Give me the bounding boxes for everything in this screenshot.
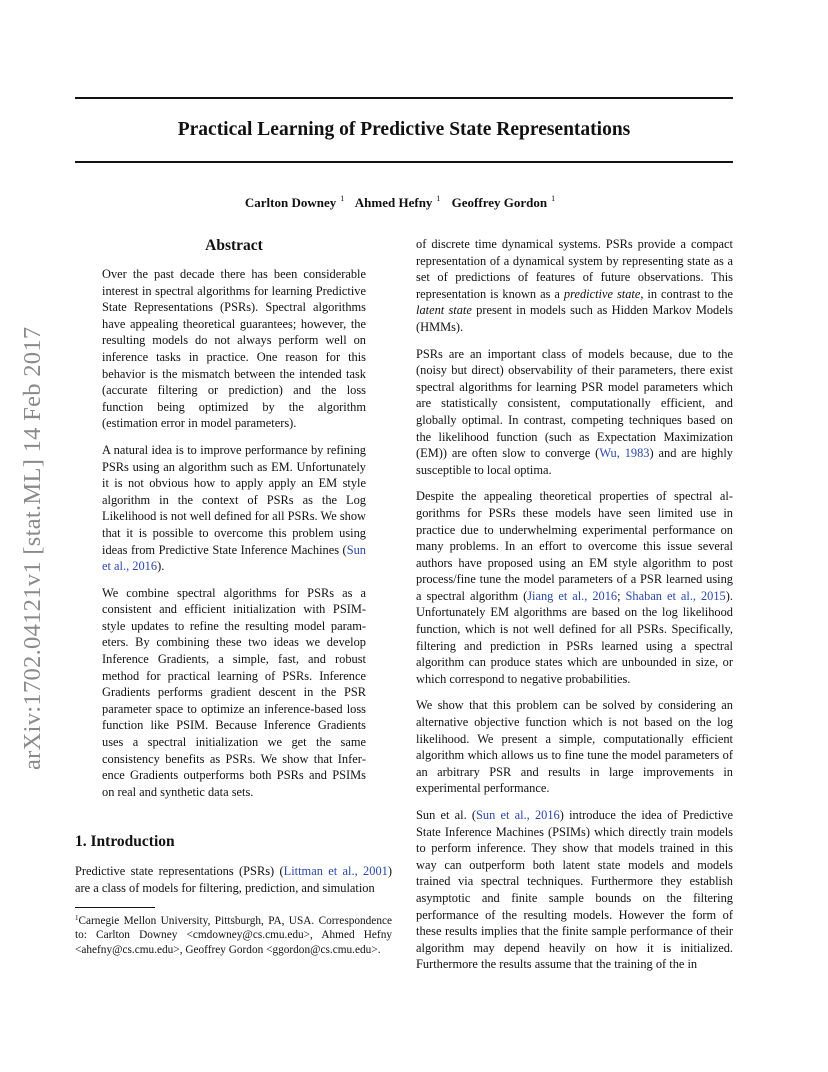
- body-paragraph: [416, 346, 733, 479]
- text-run: PSRs are an important class of models because, due to the (noisy but direct) observability of their parameters, there exist spectral algorithms for learning PSR model parameters which are statistically consistent, computationally efficient, and globally optimal. In contrast, competing techniques based on the likelihood function (such as Expectation Maximization (EM)) are often slow to converge (: [416, 346, 733, 461]
- citation-link[interactable]: Shaban et al., 2015: [625, 588, 726, 603]
- text-run: present in models such as Hidden Markov Models (HMMs).: [416, 303, 733, 334]
- body-paragraph: [416, 807, 733, 973]
- title-rule-top: [75, 97, 733, 99]
- text-run: ) and are highly susceptible to local optima.: [416, 446, 733, 477]
- author-name: Ahmed Hefny: [354, 195, 433, 210]
- section-spacer: [75, 810, 392, 832]
- abstract-paragraph: We combine spectral algorithms for PSRs as a consistent and efficient initialization with PSIM-style updates to refine the resulting model parameters. By combining these two ideas we develop Inference Gradients, a simple, fast, and robust method for practical learning of PSRs. Inference Gradients performs gradient descent in the PSR parameter space to optimize an inference-based loss function like PSIM. Because Inference Gradients uses a spectral initialization we get the same consistency benefits as PSRs. We show that Inference Gradients outperforms both PSRs and PSIMs on real and synthetic data sets.: [102, 585, 366, 799]
- body-paragraph: [416, 488, 733, 687]
- intro-paragraph: [75, 863, 392, 896]
- footnote-text: Carnegie Mellon University, Pittsburgh, PA, USA. Correspondence to: Carlton Downey <cmdowney@cs.cmu.edu>, Ahmed Hefny <ahefny@cs.cmu.edu>, Geoffrey Gordon <ggordon@cs.cmu.edu>.: [75, 914, 392, 956]
- body-paragraph: [416, 236, 733, 336]
- body-paragraph: We show that this problem can be solved by considering an alternative objective function which is not based on the log likelihood. We present a simple, computationally efficient algorithm which allows us to fine tune the model parameters of an arbitrary PSR and results in large improvements in experimental performance.: [416, 698, 733, 796]
- arxiv-identifier: arXiv:1702.04121v1 [stat.ML] 14 Feb 2017: [19, 326, 46, 770]
- section-heading: 1. Introduction: [75, 833, 175, 851]
- left-column: [75, 236, 392, 957]
- footnote-rule: [75, 907, 155, 908]
- abstract-paragraph: [102, 442, 366, 575]
- citation-link[interactable]: Wu, 1983: [599, 446, 650, 461]
- text-run: ;: [617, 588, 626, 603]
- right-column: [416, 236, 733, 983]
- citation-link[interactable]: Littman et al., 2001: [283, 864, 388, 879]
- abstract: [102, 236, 366, 800]
- author-list: [75, 190, 733, 212]
- affiliation-mark: 1: [436, 194, 441, 203]
- citation-link[interactable]: Sun et al., 2016: [476, 808, 560, 822]
- text-run: Sun et al. (: [416, 808, 476, 822]
- emphasis: latent state: [416, 303, 472, 318]
- text-run: ) are a class of models for filtering, prediction, and simulation: [75, 864, 392, 895]
- abstract-paragraph: Over the past decade there has been considerable interest in spectral algorithms for learning Predictive State Representations (PSRs). Spectral algorithms have appealing theoretical guarantees; however, the resulting models do not always perform well on inference tasks in practice. One reason for this behavior is the mismatch between the intended task (accurate filtering or prediction) and the loss function being optimized by the algorithm (estimation error in model parameters).: [102, 267, 366, 431]
- author-name: Carlton Downey: [244, 195, 337, 210]
- affiliation-mark: 1: [340, 194, 345, 203]
- text-run: of discrete time dynamical systems. PSRs provide a compact representation of a dynamical system by representing state as a set of predictions of features of future observations. This representation is known as a: [416, 237, 733, 301]
- text-run: Despite the appealing theoretical properties of spectral algorithms for PSRs these models have seen limited use in practice due to underwhelming experimental performance on many problems. In an effort to overcome this issue several authors have proposed using an EM style algorithm to post process/fine tune the model parameters of a PSR learned using a spectral algorithm (: [416, 489, 733, 603]
- paper-title: Practical Learning of Predictive State Representations: [177, 119, 631, 140]
- author-name: Geoffrey Gordon: [451, 195, 548, 210]
- affiliation-mark: 1: [551, 194, 556, 203]
- footnote-mark: 1: [75, 913, 79, 922]
- text-run: ).: [157, 559, 165, 574]
- text-run: Predictive state representations (PSRs) (: [75, 864, 284, 879]
- text-run: ). Unfortunately EM algorithms are based on the log likelihood function, which is not well defined for all PSRs. Specifically, filtering and prediction in PSRs learned using a spectral algorithm can produce states which are unbounded in size, or which correspond to negative probabilities.: [416, 588, 733, 686]
- emphasis: predictive state: [563, 286, 641, 301]
- text-run: ) introduce the idea of Predictive State Inference Machines (PSIMs) which directly train models to perform inference. They show that models trained in this way can outperform both latent state models and models trained via spectral techniques. Furthermore they establish asymptotic and finite sample bounds on the filtering performance of the resulting models. However the form of these results implies that the finite sample performance of their algorithm may depend heavily on how it is initialized. Furthermore the results assume that the training of the in: [416, 808, 733, 972]
- text-run: A natural idea is to improve performance by refining PSRs using an algorithm such as EM. Unfortunately it is not obvious how to apply apply an EM style algorithm in the context of PSRs as the Log Likelihood is not well defined for all PSRs. We show that it is possible to overcome this problem using ideas from Predictive State Inference Machines (: [102, 442, 366, 557]
- text-run: , in contrast to the: [640, 286, 734, 301]
- citation-link[interactable]: Jiang et al., 2016: [527, 588, 618, 603]
- citation-link[interactable]: Sun et al., 2016: [102, 542, 366, 574]
- title-rule-bottom: [75, 161, 733, 163]
- abstract-heading: Abstract: [205, 237, 263, 254]
- footnote: [75, 911, 392, 958]
